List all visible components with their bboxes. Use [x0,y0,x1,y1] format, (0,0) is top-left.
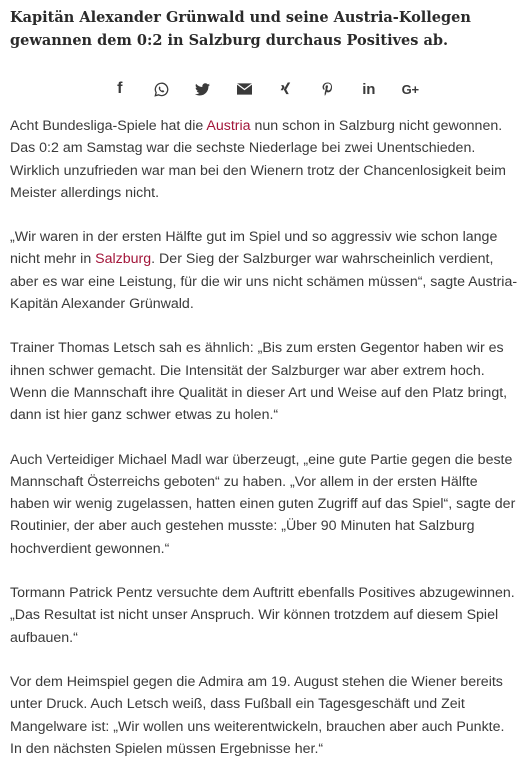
share-xing-button[interactable] [265,77,307,101]
paragraph-6: Vor dem Heimspiel gegen die Admira am 19. August stehen die Wiener bereits unter Druck. Auch Letsch weiß, dass Fußball ein Tagesgeschäft und Zeit Mangelware ist: „Wir wollen uns weiterentwickeln, brauchen aber auch Punkte. In den nächsten Spielen müssen Ergebnisse her.“ [10,673,505,757]
text-segment: . Der Sieg der Salzburger war wahrscheinlich verdient, aber es war eine Leistung, für die wir uns nicht schämen müssen“, sagte Austria-Kapitän Alexander Grünwald. [10,251,518,313]
paragraph-4: Auch Verteidiger Michael Madl war überzeugt, „eine gute Partie gegen die beste Mannschaft Österreichs geboten“ zu haben. „Vor allem in der ersten Hälfte haben wir wenig zugelassen, hatten einen guten Zugriff auf das Spiel“, sagte der Routinier, der aber auch gestehen musste: „Über 90 Minuten hat Salzburg hochverdient gewonnen.“ [10,451,516,557]
salzburg-link[interactable]: Salzburg [95,251,152,268]
share-googleplus-button[interactable] [390,77,432,101]
googleplus-icon: G+ [401,81,419,97]
share-pinterest-button[interactable] [307,77,349,101]
whatsapp-icon [154,82,169,97]
text-segment: „Wir waren in der ersten Hälfte gut im Spiel und so aggressiv wie schon lange nicht mehr in [10,229,498,268]
facebook-icon: f [117,80,123,97]
share-twitter-button[interactable] [182,77,224,101]
pinterest-icon [322,82,333,97]
austria-link[interactable]: Austria [206,118,251,134]
paragraph-2 [10,226,520,315]
share-linkedin-button[interactable] [348,77,390,101]
article-body [10,115,520,760]
paragraph-5: Tormann Patrick Pentz versuchte dem Auftritt ebenfalls Positives abzugewinnen. „Das Resultat ist nicht unser Anspruch. Wir können trotzdem auf diesem Spiel aufbauen.“ [10,585,515,646]
share-email-button[interactable] [224,77,266,101]
text-segment: Acht Bundesliga-Spiele hat die [10,118,207,134]
email-icon [237,83,252,95]
linkedin-icon: in [362,80,376,98]
share-facebook-button[interactable] [99,77,141,101]
paragraph-3: Trainer Thomas Letsch sah es ähnlich: „Bis zum ersten Gegentor haben wir es ihnen schwer gemacht. Die Intensität der Salzburger war aber extrem hoch. Wenn die Mannschaft ihre Qualität in dieser Art und Weise auf den Platz bringt, dann ist hier ganz schwer etwas zu holen.“ [10,340,508,424]
share-whatsapp-button[interactable] [141,77,183,101]
share-bar [10,77,520,101]
xing-icon [280,82,291,96]
paragraph-1 [10,115,520,204]
text-segment: nun schon in Salzburg nicht gewonnen. Das 0:2 am Samstag war die sechste Niederlage bei zwei Unentschieden. Wirklich unzufrieden war man bei den Wienern trotz der Chancenlosigkeit beim Meister allerdings nicht. [10,118,507,201]
article-lead: Kapitän Alexander Grünwald und seine Austria-Kollegen gewannen dem 0:2 in Salzburg durchaus Positives ab. [10,9,471,49]
twitter-icon [195,83,210,96]
